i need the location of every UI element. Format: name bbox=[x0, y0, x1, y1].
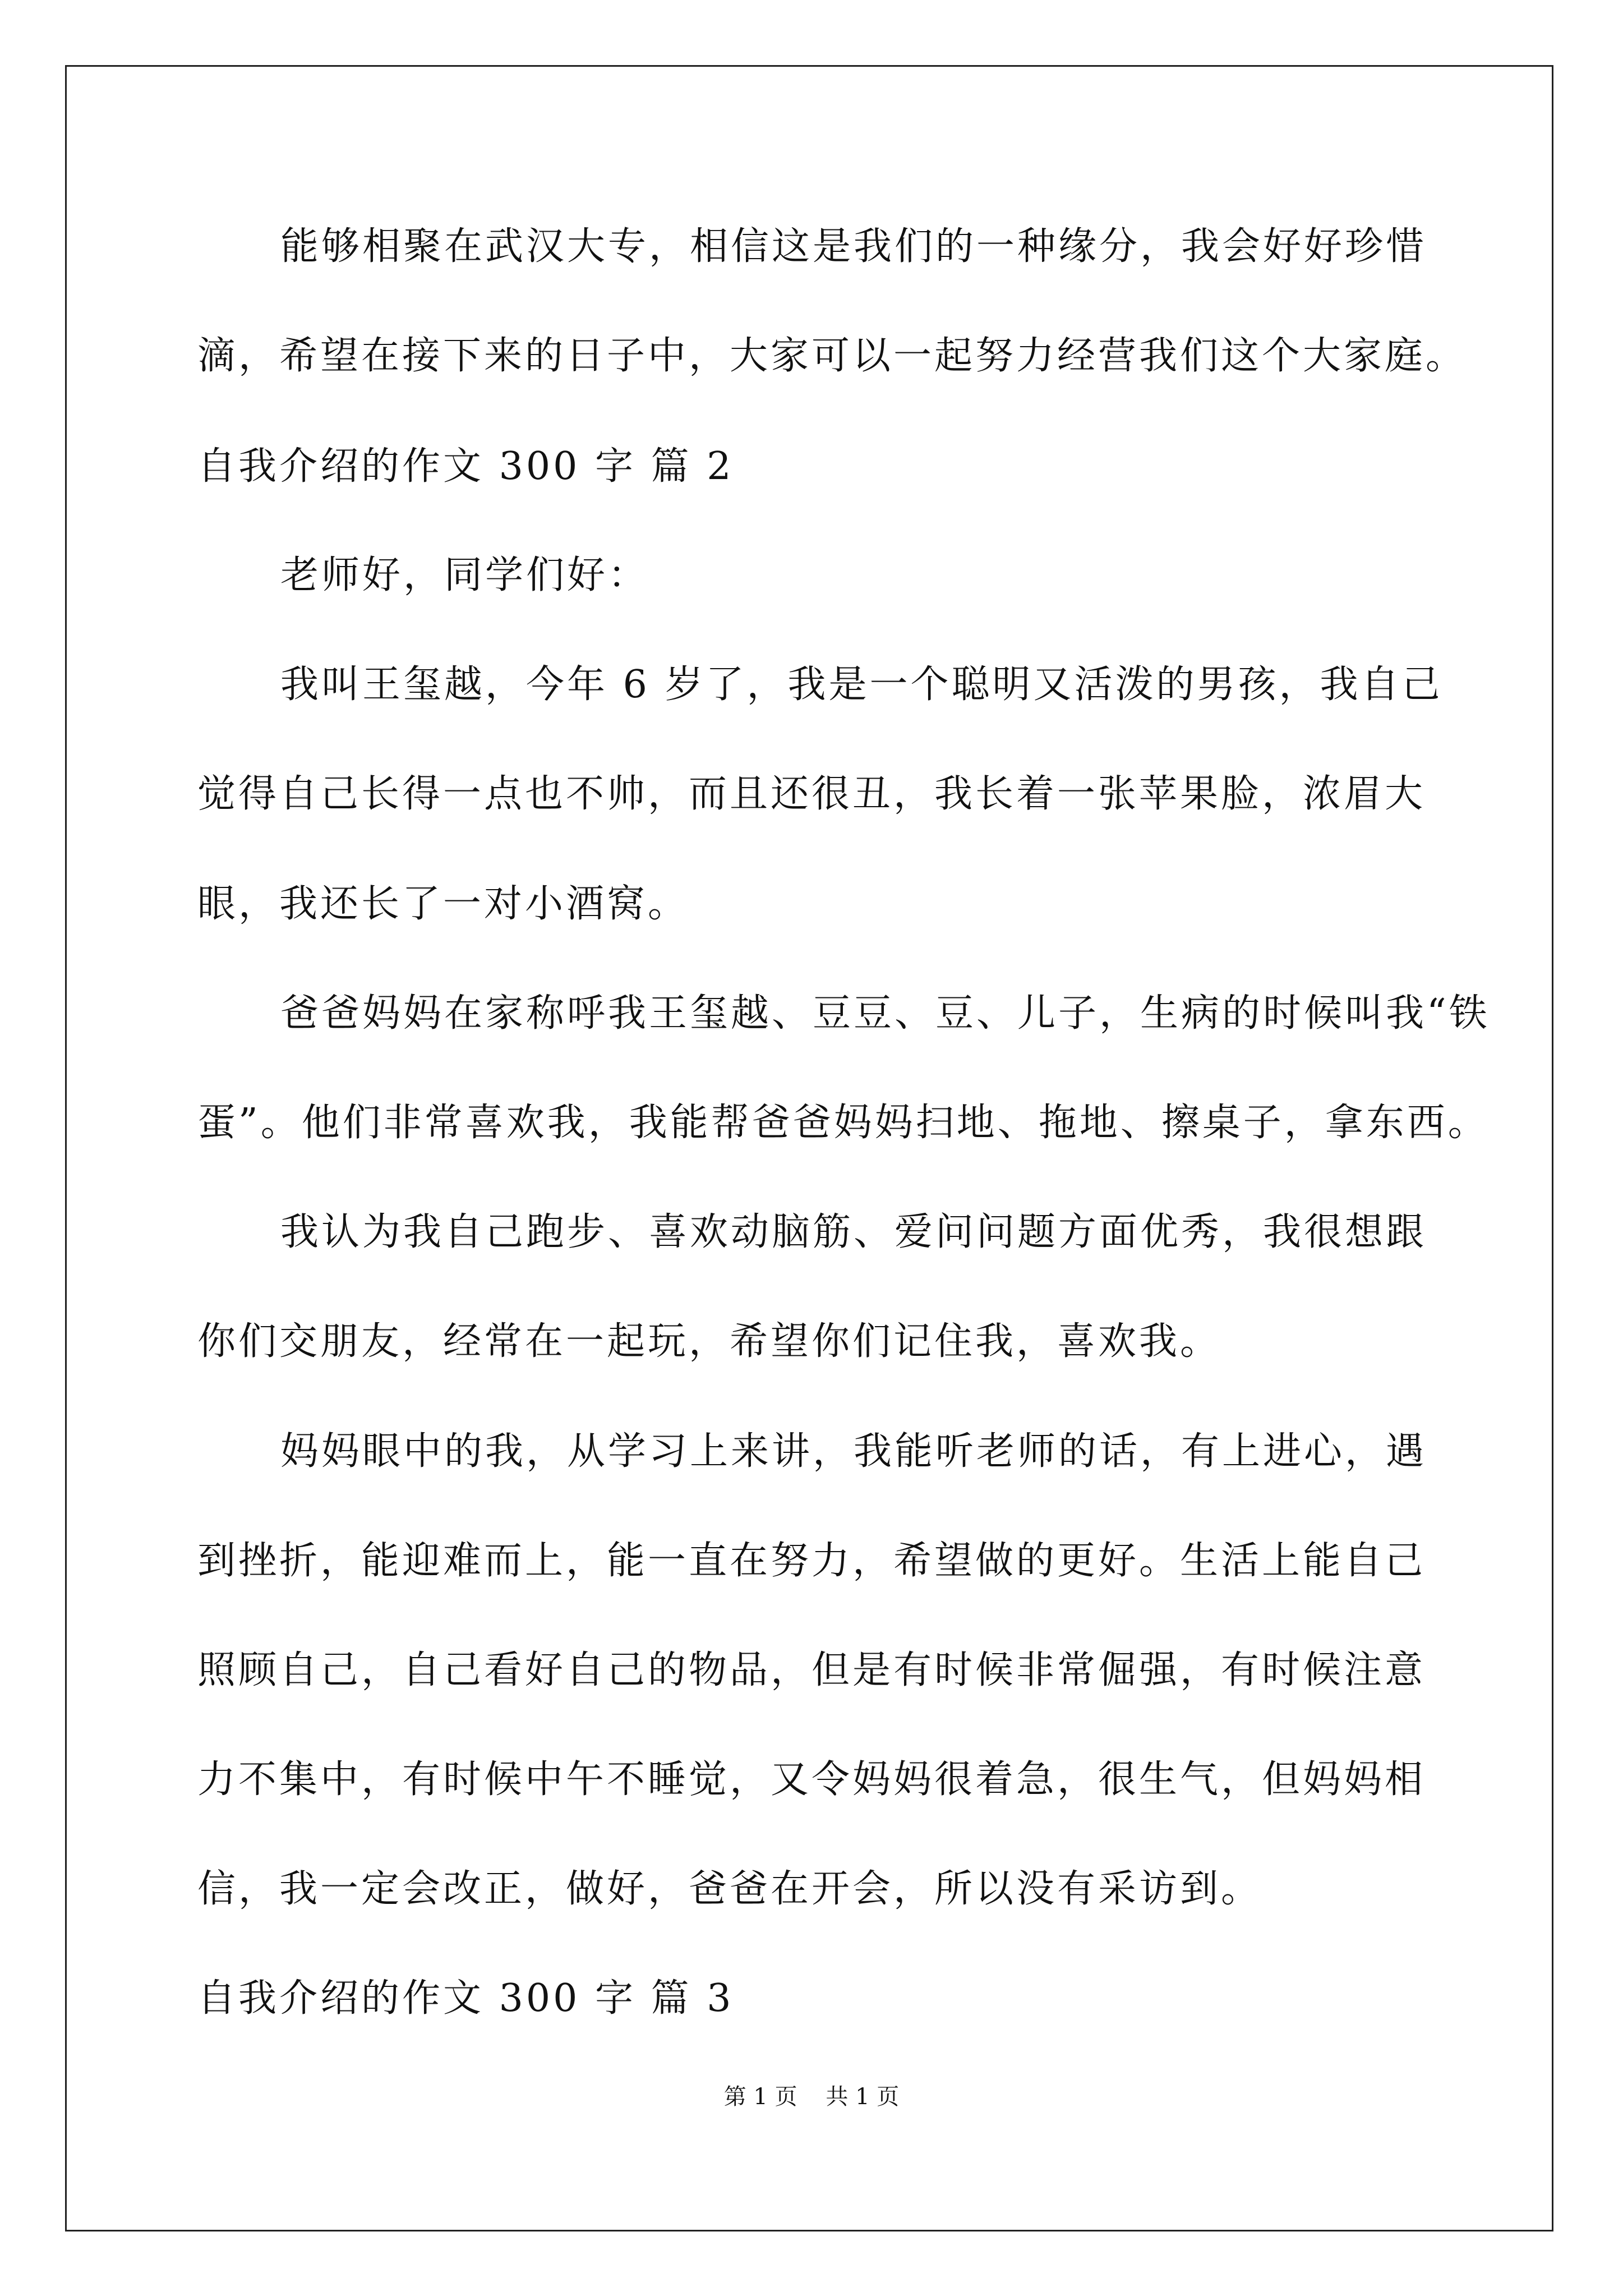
paragraph-line: 到挫折，能迎难而上，能一直在努力，希望做的更好。生活上能自己 bbox=[197, 1539, 1426, 1583]
page-number-footer: 第 1 页 共 1 页 bbox=[723, 2084, 900, 2110]
paragraph-line: 你们交朋友，经常在一起玩，希望你们记住我，喜欢我。 bbox=[197, 1319, 1221, 1364]
paragraph-line: 觉得自己长得一点也不帅，而且还很丑，我长着一张苹果脸，浓眉大 bbox=[197, 772, 1426, 816]
paragraph-line: 能够相聚在武汉大专，相信这是我们的一种缘分，我会好好珍惜 bbox=[280, 224, 1427, 269]
paragraph-line: 滴，希望在接下来的日子中，大家可以一起努力经营我们这个大家庭。 bbox=[197, 334, 1467, 378]
paragraph-line: 妈妈眼中的我，从学习上来讲，我能听老师的话，有上进心，遇 bbox=[280, 1429, 1427, 1474]
section-heading: 自我介绍的作文 300 字 篇 3 bbox=[197, 1976, 734, 2021]
paragraph-line: 照顾自己，自己看好自己的物品，但是有时候非常倔强，有时候注意 bbox=[197, 1648, 1426, 1692]
paragraph-line: 信，我一定会改正，做好，爸爸在开会，所以没有采访到。 bbox=[197, 1867, 1262, 1911]
paragraph-line: 蛋”。他们非常喜欢我，我能帮爸爸妈妈扫地、拖地、擦桌子，拿东西。 bbox=[197, 1101, 1489, 1145]
paragraph-line: 我叫王玺越，今年 6 岁了，我是一个聪明又活泼的男孩，我自己 bbox=[280, 662, 1443, 707]
paragraph-line: 我认为我自己跑步、喜欢动脑筋、爱问问题方面优秀，我很想跟 bbox=[280, 1210, 1427, 1254]
paragraph-line: 力不集中，有时候中午不睡觉，又令妈妈很着急，很生气，但妈妈相 bbox=[197, 1757, 1426, 1802]
paragraph-line: 老师好，同学们好： bbox=[280, 553, 649, 597]
paragraph-line: 爸爸妈妈在家称呼我王玺越、豆豆、豆、儿子，生病的时候叫我“铁 bbox=[280, 991, 1490, 1036]
section-heading: 自我介绍的作文 300 字 篇 2 bbox=[197, 444, 734, 489]
paragraph-line: 眼，我还长了一对小酒窝。 bbox=[197, 882, 689, 926]
